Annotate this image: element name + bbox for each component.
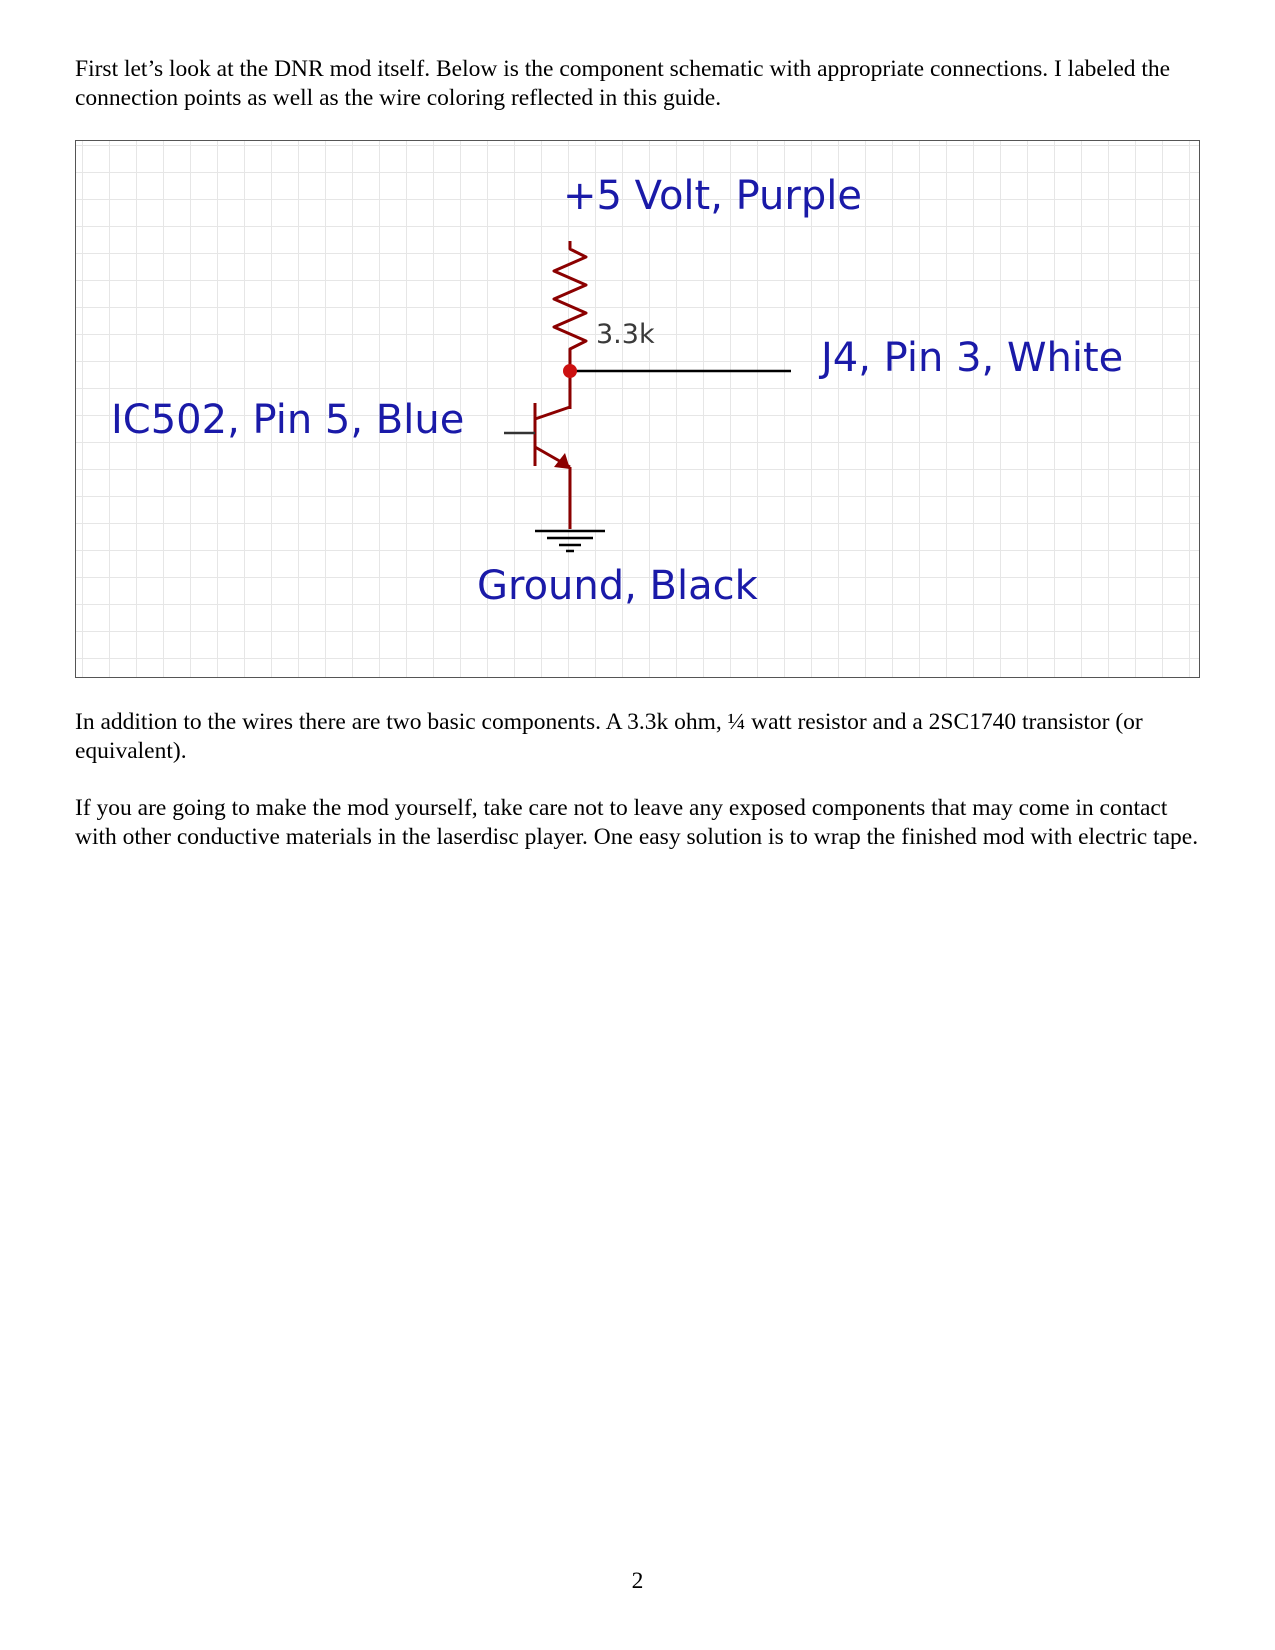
junction-dot: [563, 364, 577, 378]
resistor-symbol: [554, 241, 586, 371]
transistor-symbol: [535, 403, 570, 469]
output-label: J4, Pin 3, White: [821, 335, 1124, 381]
care-paragraph: If you are going to make the mod yourself, take care not to leave any exposed components that may come in contact with other conductive materials in the laserdisc player. One easy solution is to wrap the finished mod with electric tape.: [75, 795, 1199, 850]
supply-label: +5 Volt, Purple: [563, 173, 862, 219]
intro-paragraph: First let’s look at the DNR mod itself. Below is the component schematic with appropriate connections. I labeled the connection points as well as the wire coloring reflected in this guide.: [75, 56, 1171, 111]
base-label: IC502, Pin 5, Blue: [111, 397, 465, 443]
page-number: 2: [631, 1568, 644, 1594]
ground-label: Ground, Black: [477, 563, 758, 609]
ground-symbol: [535, 531, 605, 551]
schematic-figure: [75, 140, 1200, 678]
components-paragraph: In addition to the wires there are two basic components. A 3.3k ohm, ¼ watt resistor and a 2SC1740 transistor (or equivalent).: [75, 709, 1143, 764]
schematic-diagram: [76, 141, 1200, 678]
resistor-value-label: 3.3k: [596, 319, 655, 350]
